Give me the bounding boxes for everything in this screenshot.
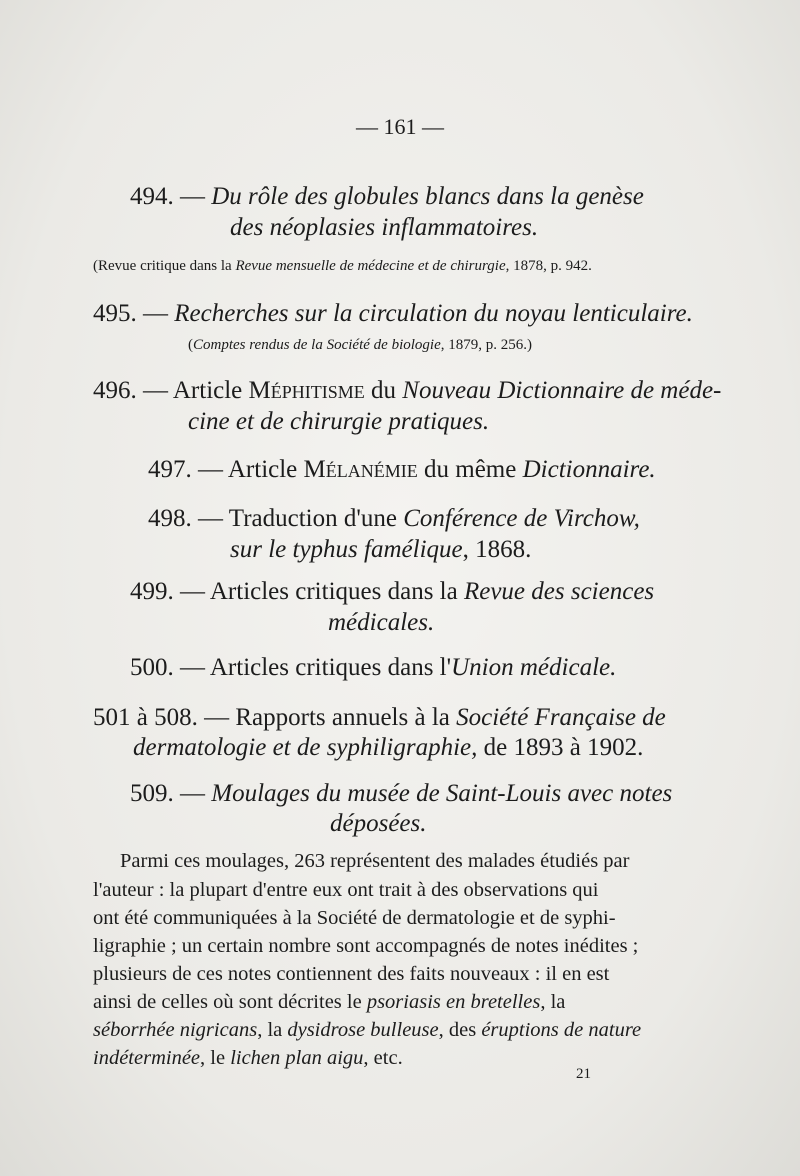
- entry-509-line-1: [130, 780, 672, 808]
- paragraph-line-8: indéterminée, le lichen plan aigu, etc.: [93, 1047, 403, 1069]
- entry-497-number: 497. — Article: [148, 456, 304, 483]
- entry-500-number: 500. — Articles critiques dans l': [130, 654, 452, 681]
- entry-501-508-number: 501 à 508. — Rapports annuels à la: [93, 704, 457, 731]
- term-lichen: lichen plan aigu: [230, 1047, 364, 1069]
- entry-499-line-2: médicales.: [328, 609, 435, 636]
- entry-497-title: Dictionnaire.: [522, 456, 656, 483]
- entry-500: [130, 654, 616, 682]
- entry-495-source: (Comptes rendus de la Société de biologie, 1879, p. 256.): [188, 337, 532, 353]
- entry-498-line-1: [148, 505, 640, 533]
- entry-494-number: 494. —: [130, 183, 212, 210]
- entry-499-line-1: [130, 578, 654, 606]
- entry-495-title: Recherches sur la circulation du noyau lenticulaire.: [174, 300, 693, 327]
- paragraph-line-5: plusieurs de ces notes contiennent des faits nouveaux : il en est: [93, 963, 610, 985]
- article-name: Méphitisme: [248, 377, 365, 404]
- entry-494-line-2: des néoplasies inflammatoires.: [230, 214, 539, 241]
- entry-501-508-line-2: dermatologie et de syphiligraphie, de 1893 à 1902.: [133, 734, 644, 761]
- term-psoriasis: psoriasis en bretelles: [366, 991, 541, 1013]
- paragraph-line-3: ont été communiquées à la Société de dermatologie et de syphi-: [93, 907, 616, 929]
- entry-498-line-2: sur le typhus famélique, 1868.: [230, 536, 532, 563]
- term-eruptions: éruptions de nature: [481, 1019, 642, 1041]
- entry-509-line-2: déposées.: [330, 810, 427, 837]
- entry-494-source: (Revue critique dans la Revue mensuelle de médecine et de chirurgie, 1878, p. 942.: [93, 258, 592, 274]
- entry-501-508-line-1: [93, 704, 666, 732]
- entry-496-line-1: 496. — Article Méphitisme du Nouveau Dictionnaire de méde-: [93, 377, 722, 404]
- paragraph-line-4: ligraphie ; un certain nombre sont accompagnés de notes inédites ;: [93, 935, 639, 957]
- article-name: Mélanémie: [303, 456, 418, 483]
- entry-495-number: 495. —: [93, 300, 175, 327]
- entry-498-number: 498. — Traduction d'une: [148, 505, 404, 532]
- paragraph-line-1: Parmi ces moulages, 263 représentent des malades étudiés par: [120, 850, 630, 872]
- page-number: — 161 —: [356, 114, 444, 139]
- entry-501-508-title: Société Française de: [456, 704, 666, 731]
- entry-499-number: 499. — Articles critiques dans la: [130, 578, 464, 605]
- paragraph-line-7: séborrhée nigricans, la dysidrose bulleuse, des éruptions de nature: [93, 1019, 642, 1041]
- entry-509-number: 509. —: [130, 780, 212, 807]
- entry-500-title: Union médicale.: [451, 654, 617, 681]
- entry-496-title: Nouveau Dictionnaire de méde-: [402, 377, 722, 404]
- entry-497: 497. — Article Mélanémie du même Dictionnaire.: [148, 456, 656, 483]
- paragraph-line-2: l'auteur : la plupart d'entre eux ont trait à des observations qui: [93, 879, 599, 901]
- entry-494-title: Du rôle des globules blancs dans la genèse: [211, 183, 644, 210]
- journal-name: Revue mensuelle de médecine et de chirurgie: [235, 258, 506, 274]
- entry-499-title: Revue des sciences: [463, 578, 655, 605]
- entry-498-title: Conférence de Virchow,: [403, 505, 640, 532]
- entry-509-title: Moulages du musée de Saint-Louis avec notes: [211, 780, 673, 807]
- signature-mark: 21: [576, 1066, 591, 1082]
- term-seborrhee: séborrhée nigricans: [93, 1019, 258, 1041]
- journal-name: Comptes rendus de la Société de biologie: [193, 337, 441, 353]
- term-dysidrose: dysidrose bulleuse: [287, 1019, 439, 1041]
- paragraph-line-6: ainsi de celles où sont décrites le psoriasis en bretelles, la: [93, 991, 566, 1013]
- entry-494-line-1: [130, 183, 644, 211]
- entry-496-line-2: cine et de chirurgie pratiques.: [188, 408, 490, 435]
- entry-495: [93, 300, 693, 328]
- entry-496-number: 496. — Article: [93, 377, 249, 404]
